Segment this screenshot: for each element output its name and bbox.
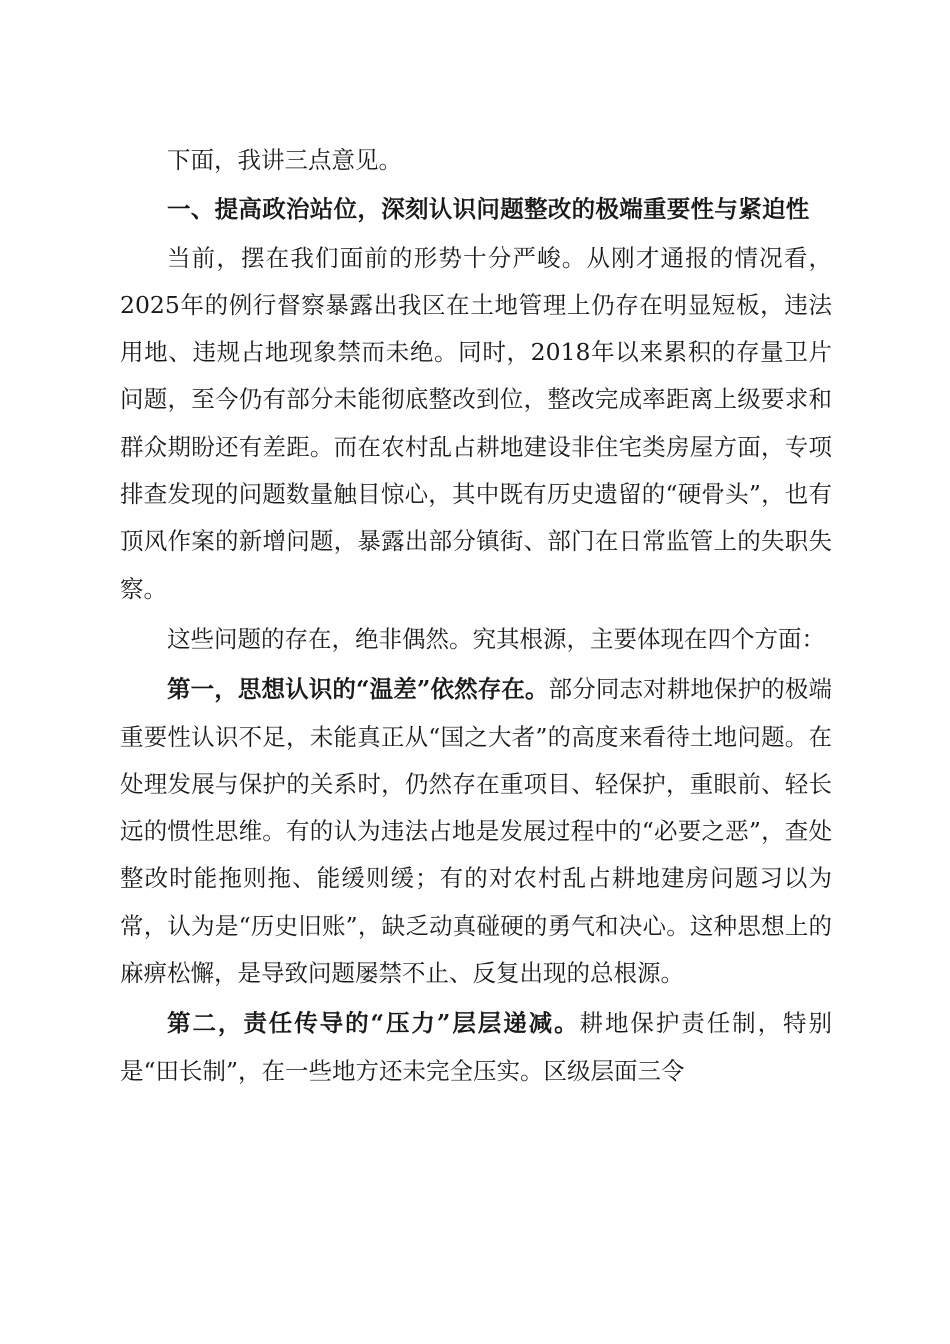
point-1-body: 部分同志对耕地保护的极端重要性认识不足，未能真正从“国之大者”的高度来看待土地问题。在处理发展与保护的关系时，仍然存在重项目、轻保护，重眼前、轻长远的惯性思维。有的认为违法占地是发展过程中的“必要之恶”，查处整改时能拖则拖、能缓则缓；有的对农村乱占耕地建房问题习以为常，认为是“历史旧账”，缺乏动真碰硬的勇气和决心。这种思想上的麻痹松懈，是导致问题屡禁不止、反复出现的总根源。 (120, 675, 832, 988)
section-heading-1: 一、提高政治站位，深刻认识问题整改的极端重要性与紧迫性 (167, 195, 810, 224)
point-1-lead: 第一，思想认识的“温差”依然存在。 (167, 675, 549, 704)
situation-paragraph: 当前，摆在我们面前的形势十分严峻。从刚才通报的情况看，2025年的例行督察暴露出我区在土地管理上仍存在明显短板，违法用地、违规占地现象禁而未绝。同时，2018年以来累积的存量卫片问题，至今仍有部分未能彻底整改到位，整改完成率距离上级要求和群众期盼还有差距。而在农村乱占耕地建设非住宅类房屋方面，专项排查发现的问题数量触目惊心，其中既有历史遗留的“硬骨头”，也有顶风作案的新增问题，暴露出部分镇街、部门在日常监管上的失职失察。 (120, 243, 832, 603)
point-2-lead: 第二，责任传导的“压力”层层递减。 (167, 1009, 580, 1038)
roots-paragraph: 这些问题的存在，绝非偶然。究其根源，主要体现在四个方面： (167, 624, 825, 653)
point-1-paragraph (120, 666, 832, 997)
intro-paragraph: 下面，我讲三点意见。 (167, 146, 402, 174)
point-2-body: 耕地保护责任制，特别是“田长制”，在一些地方还未完全压实。区级层面三令 (120, 1009, 832, 1085)
point-2-paragraph (120, 1000, 832, 1095)
document-body (120, 137, 832, 1095)
